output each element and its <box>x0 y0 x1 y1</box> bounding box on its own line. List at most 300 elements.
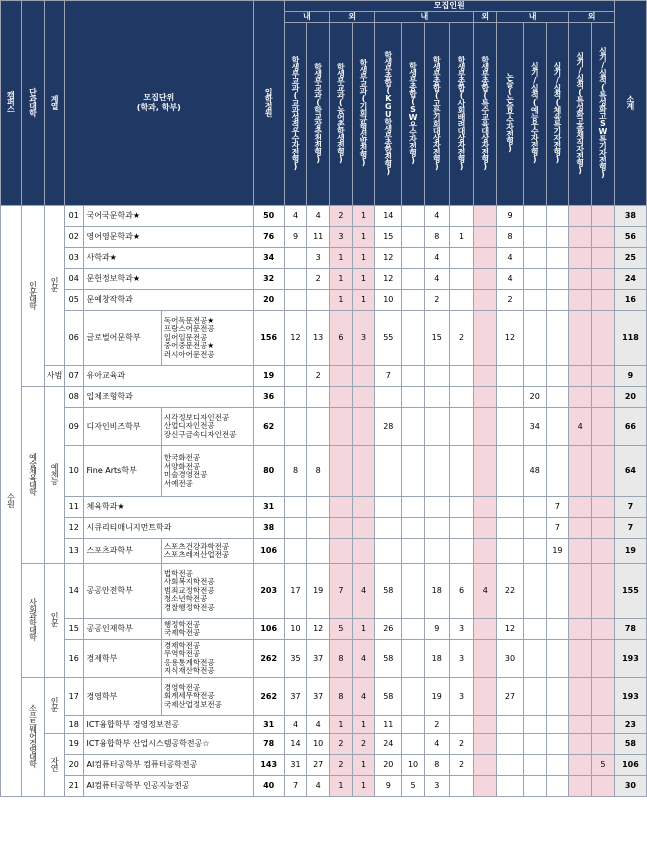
count-cell <box>402 248 425 269</box>
count-cell <box>474 408 497 446</box>
count-cell <box>402 518 425 539</box>
count-cell <box>424 446 449 497</box>
count-cell: 18 <box>424 640 449 678</box>
table-row <box>1 564 647 619</box>
table-row <box>1 446 647 497</box>
subtotal-cell: 106 <box>614 755 646 776</box>
count-cell <box>330 497 353 518</box>
count-cell: 4 <box>307 776 330 797</box>
count-cell <box>497 387 524 408</box>
unit-name: AI컴퓨터공학부 인공지능전공 <box>83 776 253 797</box>
header-unit: 모집단위 (학과, 학부) <box>64 1 253 206</box>
unit-name: ICT융합학부 산업시스템공학전공☆ <box>83 734 253 755</box>
count-cell: 22 <box>497 564 524 619</box>
category-sabeom: 사범 <box>45 366 65 387</box>
count-cell: 8 <box>330 678 353 716</box>
count-cell: 8 <box>497 227 524 248</box>
category-inmun: 인문 <box>45 678 65 734</box>
unit-name: 글로벌어문학부 <box>83 311 161 366</box>
subtotal-cell: 118 <box>614 311 646 366</box>
table-row <box>1 619 647 640</box>
count-cell <box>497 539 524 564</box>
quota-cell: 203 <box>253 564 284 619</box>
count-cell: 58 <box>375 640 402 678</box>
count-cell <box>402 678 425 716</box>
count-cell <box>284 248 307 269</box>
header-out: 외 <box>330 12 375 23</box>
unit-majors: 시각정보디자인전공 산업디자인전공 장신구금속디자인전공 <box>161 408 253 446</box>
count-cell <box>591 311 614 366</box>
count-cell: 34 <box>523 408 546 446</box>
count-cell <box>474 311 497 366</box>
header-col-10: 논술(논술우수자전형) <box>497 23 524 206</box>
unit-majors: 경영학전공 회계세무학전공 국제산업정보전공 <box>161 678 253 716</box>
count-cell: 37 <box>284 678 307 716</box>
count-cell <box>474 387 497 408</box>
count-cell: 4 <box>497 269 524 290</box>
row-number: 16 <box>64 640 83 678</box>
count-cell <box>523 539 546 564</box>
count-cell: 2 <box>307 269 330 290</box>
count-cell <box>546 564 569 619</box>
count-cell <box>569 619 592 640</box>
unit-majors: 한국화전공 서양화전공 미술경영전공 서예전공 <box>161 446 253 497</box>
category-inmun: 인문 <box>45 564 65 678</box>
table-row <box>1 755 647 776</box>
row-number: 05 <box>64 290 83 311</box>
count-cell <box>591 564 614 619</box>
unit-name: 유아교육과 <box>83 366 253 387</box>
count-cell <box>591 678 614 716</box>
count-cell: 10 <box>402 755 425 776</box>
subtotal-cell: 56 <box>614 227 646 248</box>
count-cell <box>546 734 569 755</box>
table-row <box>1 776 647 797</box>
subtotal-cell: 64 <box>614 446 646 497</box>
count-cell: 10 <box>307 734 330 755</box>
row-number: 06 <box>64 311 83 366</box>
quota-cell: 156 <box>253 311 284 366</box>
quota-cell: 20 <box>253 290 284 311</box>
count-cell <box>330 518 353 539</box>
count-cell: 14 <box>375 206 402 227</box>
count-cell: 7 <box>375 366 402 387</box>
count-cell: 7 <box>284 776 307 797</box>
count-cell: 4 <box>424 248 449 269</box>
table-row <box>1 269 647 290</box>
count-cell: 7 <box>330 564 353 619</box>
unit-majors: 경제학전공 무역학전공 응용통계학전공 지식재산학전공 <box>161 640 253 678</box>
count-cell: 58 <box>375 564 402 619</box>
count-cell <box>497 734 524 755</box>
header-col-6: 학생부종합(SW우수자전형) <box>402 23 425 206</box>
subtotal-cell: 24 <box>614 269 646 290</box>
count-cell <box>402 716 425 734</box>
header-category: 계열 <box>45 1 65 206</box>
count-cell <box>591 497 614 518</box>
count-cell <box>546 269 569 290</box>
count-cell <box>402 290 425 311</box>
count-cell: 14 <box>284 734 307 755</box>
subtotal-cell: 66 <box>614 408 646 446</box>
count-cell <box>569 446 592 497</box>
count-cell <box>523 269 546 290</box>
count-cell: 3 <box>424 776 449 797</box>
count-cell: 12 <box>307 619 330 640</box>
count-cell <box>497 366 524 387</box>
count-cell: 9 <box>497 206 524 227</box>
row-number: 17 <box>64 678 83 716</box>
count-cell <box>402 408 425 446</box>
count-cell <box>375 518 402 539</box>
count-cell <box>449 518 474 539</box>
count-cell <box>497 446 524 497</box>
count-cell: 1 <box>330 269 353 290</box>
subtotal-cell: 30 <box>614 776 646 797</box>
count-cell <box>569 366 592 387</box>
count-cell: 10 <box>284 619 307 640</box>
header-col-8: 학생부종합(사회배려대상자전형) <box>449 23 474 206</box>
unit-name: AI컴퓨터공학부 컴퓨터공학전공 <box>83 755 253 776</box>
count-cell <box>591 206 614 227</box>
count-cell: 58 <box>375 678 402 716</box>
subtotal-cell: 78 <box>614 619 646 640</box>
count-cell <box>449 776 474 797</box>
count-cell: 4 <box>352 678 375 716</box>
count-cell <box>330 539 353 564</box>
unit-name: Fine Arts학부 <box>83 446 161 497</box>
count-cell: 1 <box>352 227 375 248</box>
quota-cell: 50 <box>253 206 284 227</box>
count-cell: 18 <box>424 564 449 619</box>
count-cell <box>474 539 497 564</box>
count-cell: 31 <box>284 755 307 776</box>
count-cell <box>546 311 569 366</box>
count-cell: 37 <box>307 678 330 716</box>
table-row <box>1 311 647 366</box>
count-cell <box>546 755 569 776</box>
count-cell: 2 <box>330 734 353 755</box>
subtotal-cell: 19 <box>614 539 646 564</box>
header-out: 외 <box>569 12 615 23</box>
count-cell: 17 <box>284 564 307 619</box>
count-cell: 10 <box>375 290 402 311</box>
count-cell: 3 <box>449 640 474 678</box>
count-cell: 9 <box>284 227 307 248</box>
count-cell <box>569 776 592 797</box>
count-cell: 8 <box>307 446 330 497</box>
count-cell: 48 <box>523 446 546 497</box>
count-cell <box>569 387 592 408</box>
count-cell: 2 <box>449 734 474 755</box>
count-cell: 7 <box>546 518 569 539</box>
count-cell <box>424 539 449 564</box>
count-cell <box>569 678 592 716</box>
category-yecheneung: 예체능 <box>45 387 65 564</box>
count-cell <box>352 446 375 497</box>
count-cell <box>474 366 497 387</box>
count-cell <box>569 497 592 518</box>
count-cell <box>591 227 614 248</box>
count-cell <box>523 564 546 619</box>
count-cell <box>474 755 497 776</box>
quota-cell: 31 <box>253 497 284 518</box>
quota-cell: 80 <box>253 446 284 497</box>
count-cell <box>402 206 425 227</box>
header-in: 내 <box>497 12 569 23</box>
count-cell: 13 <box>307 311 330 366</box>
count-cell <box>449 269 474 290</box>
count-cell <box>449 716 474 734</box>
row-number: 15 <box>64 619 83 640</box>
row-number: 14 <box>64 564 83 619</box>
count-cell <box>402 734 425 755</box>
count-cell: 8 <box>284 446 307 497</box>
count-cell: 4 <box>424 206 449 227</box>
unit-name: 입체조형학과 <box>83 387 253 408</box>
header-col-11: 실기/실적(예능우수자전형) <box>523 23 546 206</box>
count-cell: 5 <box>330 619 353 640</box>
count-cell: 6 <box>449 564 474 619</box>
count-cell <box>546 290 569 311</box>
count-cell: 27 <box>307 755 330 776</box>
subtotal-cell: 23 <box>614 716 646 734</box>
quota-cell: 106 <box>253 619 284 640</box>
count-cell <box>497 755 524 776</box>
count-cell <box>591 248 614 269</box>
count-cell <box>569 311 592 366</box>
count-cell <box>546 206 569 227</box>
count-cell: 28 <box>375 408 402 446</box>
count-cell <box>591 518 614 539</box>
count-cell: 8 <box>424 227 449 248</box>
count-cell: 2 <box>307 366 330 387</box>
unit-name: 문헌정보학과★ <box>83 269 253 290</box>
count-cell <box>330 387 353 408</box>
count-cell <box>330 408 353 446</box>
subtotal-cell: 193 <box>614 640 646 678</box>
count-cell <box>402 387 425 408</box>
count-cell <box>307 408 330 446</box>
header-in: 내 <box>284 12 329 23</box>
count-cell: 12 <box>497 619 524 640</box>
count-cell <box>591 408 614 446</box>
count-cell: 1 <box>352 290 375 311</box>
count-cell <box>449 248 474 269</box>
header-col-1: 학생부교과(교과성적우수자전형) <box>284 23 307 206</box>
count-cell <box>523 497 546 518</box>
count-cell <box>591 290 614 311</box>
count-cell <box>424 366 449 387</box>
count-cell: 1 <box>330 290 353 311</box>
subtotal-cell: 58 <box>614 734 646 755</box>
count-cell <box>449 446 474 497</box>
count-cell: 3 <box>352 311 375 366</box>
table-row <box>1 227 647 248</box>
count-cell <box>330 446 353 497</box>
subtotal-cell: 25 <box>614 248 646 269</box>
table-row <box>1 387 647 408</box>
count-cell: 1 <box>352 206 375 227</box>
count-cell <box>474 640 497 678</box>
count-cell: 15 <box>424 311 449 366</box>
table-row <box>1 734 647 755</box>
count-cell: 4 <box>569 408 592 446</box>
count-cell <box>307 518 330 539</box>
count-cell <box>352 539 375 564</box>
count-cell <box>474 518 497 539</box>
count-cell <box>523 248 546 269</box>
count-cell <box>474 446 497 497</box>
quota-cell: 143 <box>253 755 284 776</box>
count-cell: 35 <box>284 640 307 678</box>
count-cell <box>284 518 307 539</box>
count-cell <box>284 497 307 518</box>
header-col-3: 학생부교과(농어촌학생전형) <box>330 23 353 206</box>
count-cell <box>523 206 546 227</box>
unit-name: 시큐리티매니지먼트학과 <box>83 518 253 539</box>
count-cell: 11 <box>375 716 402 734</box>
count-cell <box>307 387 330 408</box>
subtotal-cell: 9 <box>614 366 646 387</box>
count-cell: 1 <box>330 248 353 269</box>
count-cell <box>307 290 330 311</box>
count-cell: 8 <box>330 640 353 678</box>
count-cell <box>375 446 402 497</box>
header-col-5: 학생부종합(KGU학생부종합전형) <box>375 23 402 206</box>
count-cell <box>474 776 497 797</box>
count-cell: 2 <box>352 734 375 755</box>
count-cell <box>523 227 546 248</box>
count-cell: 1 <box>352 619 375 640</box>
count-cell <box>284 408 307 446</box>
count-cell <box>474 716 497 734</box>
count-cell <box>497 716 524 734</box>
count-cell: 4 <box>307 206 330 227</box>
count-cell <box>402 619 425 640</box>
count-cell <box>424 518 449 539</box>
header-col-13: 실기/실적(특성화고졸재직자전형) <box>569 23 592 206</box>
count-cell: 4 <box>284 716 307 734</box>
header-out: 외 <box>474 12 497 23</box>
unit-majors: 법학전공 사회복지학전공 범죄교정학전공 청소년학전공 경찰행정학전공 <box>161 564 253 619</box>
header-in: 내 <box>375 12 474 23</box>
count-cell: 3 <box>307 248 330 269</box>
table-row <box>1 539 647 564</box>
count-cell: 2 <box>497 290 524 311</box>
row-number: 02 <box>64 227 83 248</box>
count-cell <box>546 227 569 248</box>
count-cell: 12 <box>375 269 402 290</box>
header-quota: 입학정원 <box>253 1 284 206</box>
header-col-14: 실기/실적(특성화고SW특기자전형) <box>591 23 614 206</box>
count-cell <box>424 497 449 518</box>
count-cell: 20 <box>375 755 402 776</box>
count-cell <box>402 497 425 518</box>
count-cell: 2 <box>330 206 353 227</box>
row-number: 20 <box>64 755 83 776</box>
count-cell: 4 <box>424 734 449 755</box>
count-cell: 19 <box>546 539 569 564</box>
count-cell <box>569 269 592 290</box>
subtotal-cell: 7 <box>614 497 646 518</box>
header-col-9: 학생부종합(특수교육대상자전형) <box>474 23 497 206</box>
count-cell <box>591 539 614 564</box>
count-cell <box>523 518 546 539</box>
count-cell: 2 <box>330 755 353 776</box>
count-cell <box>352 497 375 518</box>
count-cell: 1 <box>330 776 353 797</box>
count-cell <box>569 734 592 755</box>
count-cell: 3 <box>449 619 474 640</box>
count-cell <box>402 366 425 387</box>
count-cell <box>591 269 614 290</box>
count-cell <box>449 366 474 387</box>
count-cell <box>402 269 425 290</box>
count-cell: 19 <box>307 564 330 619</box>
college-arts: 예술체육대학 <box>21 387 45 564</box>
count-cell <box>523 755 546 776</box>
header-subtotal: 소계 <box>614 1 646 206</box>
count-cell: 19 <box>424 678 449 716</box>
count-cell <box>449 290 474 311</box>
unit-name: ICT융합학부 경영정보전공 <box>83 716 253 734</box>
header-col-2: 학생부교과(학교장추천전형) <box>307 23 330 206</box>
count-cell <box>352 387 375 408</box>
count-cell <box>497 776 524 797</box>
count-cell: 1 <box>352 248 375 269</box>
count-cell <box>402 564 425 619</box>
count-cell <box>523 366 546 387</box>
count-cell: 27 <box>497 678 524 716</box>
quota-cell: 32 <box>253 269 284 290</box>
count-cell: 9 <box>424 619 449 640</box>
count-cell <box>546 366 569 387</box>
count-cell: 20 <box>523 387 546 408</box>
count-cell <box>352 518 375 539</box>
count-cell <box>352 366 375 387</box>
table-row <box>1 716 647 734</box>
count-cell: 4 <box>474 564 497 619</box>
count-cell <box>546 248 569 269</box>
count-cell <box>546 446 569 497</box>
count-cell: 1 <box>352 755 375 776</box>
unit-majors: 행정학전공 국제학전공 <box>161 619 253 640</box>
table-row <box>1 408 647 446</box>
quota-cell: 262 <box>253 640 284 678</box>
count-cell <box>284 290 307 311</box>
quota-cell: 19 <box>253 366 284 387</box>
count-cell <box>449 387 474 408</box>
count-cell <box>474 619 497 640</box>
count-cell <box>569 290 592 311</box>
count-cell: 2 <box>424 716 449 734</box>
quota-cell: 40 <box>253 776 284 797</box>
count-cell: 5 <box>591 755 614 776</box>
count-cell <box>569 539 592 564</box>
count-cell <box>546 387 569 408</box>
count-cell: 12 <box>497 311 524 366</box>
count-cell <box>591 776 614 797</box>
count-cell <box>449 497 474 518</box>
count-cell <box>569 640 592 678</box>
count-cell <box>474 678 497 716</box>
unit-name: 사학과★ <box>83 248 253 269</box>
count-cell <box>284 366 307 387</box>
count-cell <box>591 619 614 640</box>
unit-name: 국어국문학과★ <box>83 206 253 227</box>
count-cell <box>449 408 474 446</box>
